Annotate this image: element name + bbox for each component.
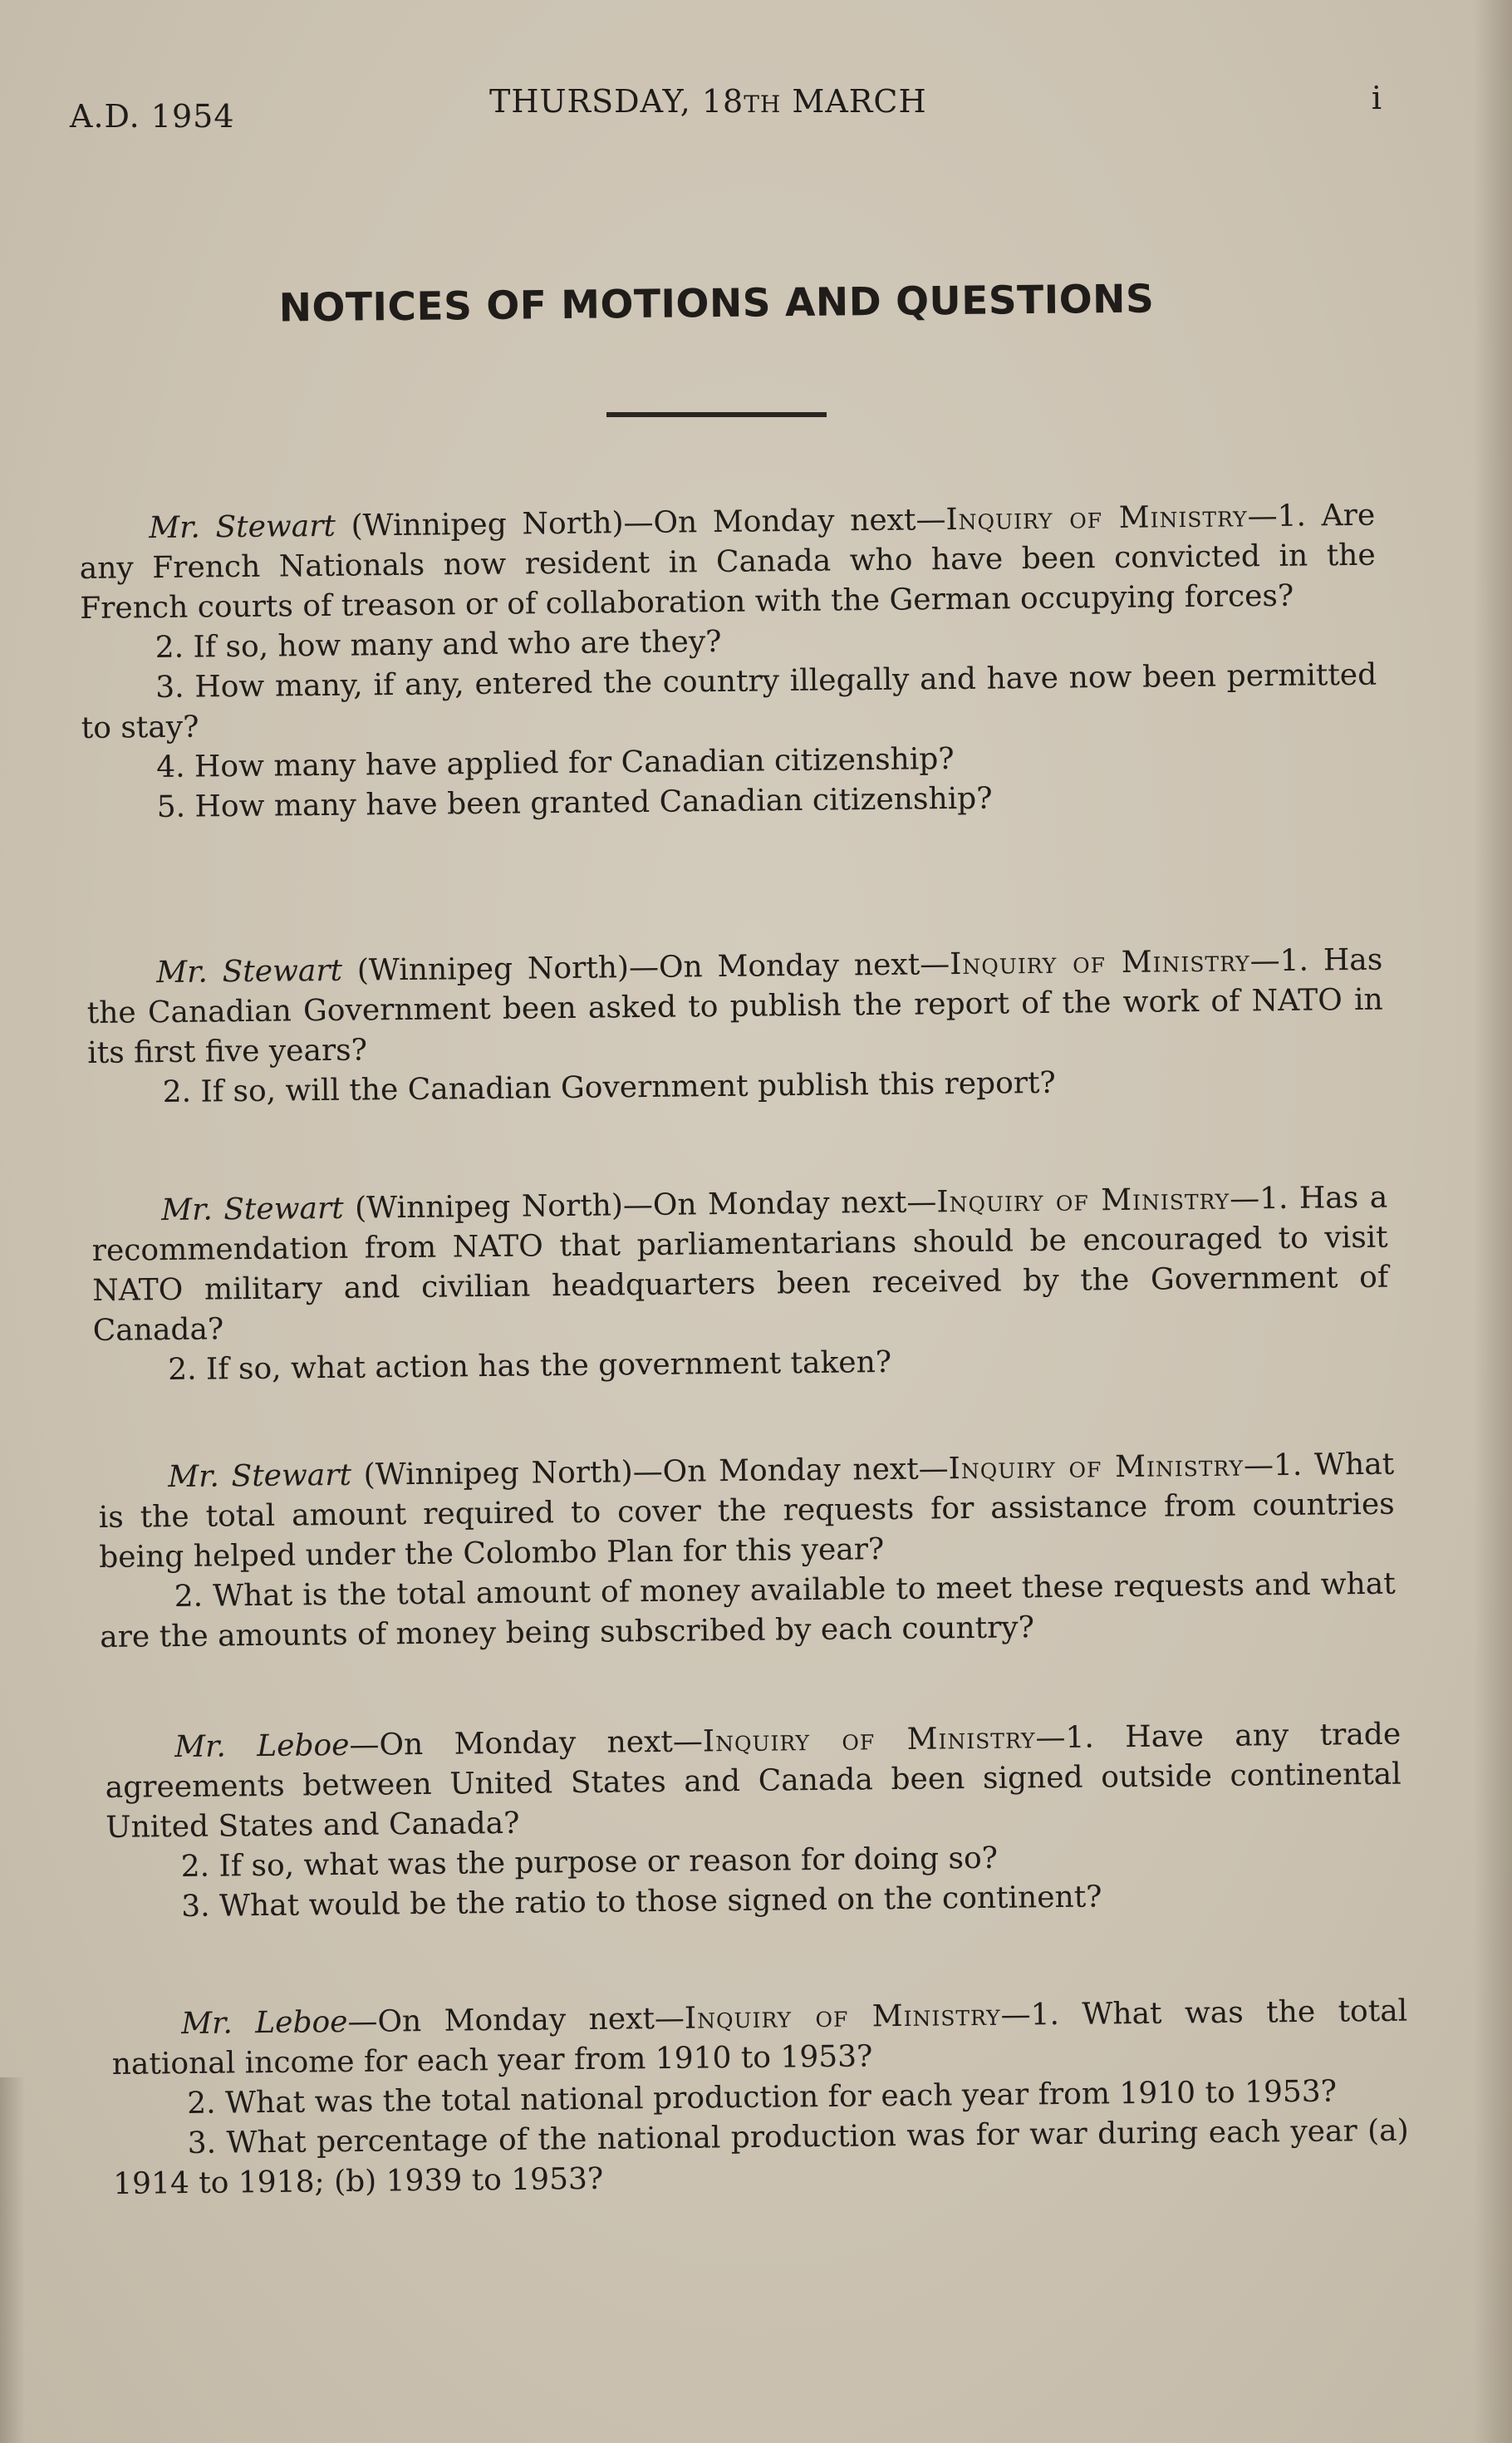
notice-item <box>86 941 1384 1113</box>
inquiry-label: Inquiry of Ministry <box>702 1721 1036 1759</box>
sub-question: 2. If so, how many and who are they? <box>155 624 722 666</box>
notice-text: —1. What was the total national income for each year from 1910 to 1953? <box>111 1993 1408 2082</box>
inquiry-label: Inquiry of Ministry <box>948 1448 1244 1487</box>
sub-question: 2. If so, what was the purpose or reason for doing so? <box>180 1841 999 1885</box>
sub-question: 2. If so, what action has the government taken? <box>168 1344 892 1388</box>
notice-intro: (Winnipeg North)—On Monday next— <box>341 947 950 988</box>
sub-question: 3. What percentage of the national production was for war during each year (a) 1914 to 1918; (b) 1939 to 1953? <box>113 2113 1409 2201</box>
notice-text: —1. Has a recommendation from NATO that parliamentarians should be encouraged to visit NATO military and civilian headquarters been received by the Government of Canada? <box>91 1180 1389 1348</box>
inquiry-label: Inquiry of Ministry <box>949 944 1250 982</box>
notice-text: —1. Are any French Nationals now resident in Canada who have been convicted in the French courts of treason or of collaboration with the German occupying forces? <box>79 498 1376 626</box>
sub-question: 2. If so, will the Canadian Government publish this report? <box>162 1065 1056 1110</box>
sub-question: 3. How many, if any, entered the country illegally and have now been permitted to stay? <box>81 657 1377 745</box>
header-date-suffix: TH <box>744 91 782 118</box>
notice-intro: (Winnipeg North)—On Monday next— <box>343 1185 937 1226</box>
notice-item <box>105 1715 1402 1928</box>
sub-question: 4. How many have applied for Canadian citizenship? <box>156 741 955 785</box>
notice-question <box>86 941 1383 1074</box>
page-corner-shadow <box>0 2077 25 2443</box>
page-header <box>70 80 1382 135</box>
page-title: NOTICES OF MOTIONS AND QUESTIONS <box>278 276 1155 332</box>
notice-question <box>79 496 1376 629</box>
title-divider <box>606 412 827 417</box>
member-name: Mr. Stewart <box>156 953 343 990</box>
member-name: Mr. Stewart <box>161 1191 344 1228</box>
notice-intro: (Winnipeg North)—On Monday next— <box>351 1452 949 1492</box>
notice-intro: (Winnipeg North)—On Monday next— <box>335 503 946 543</box>
header-year: A.D. 1954 <box>70 98 235 135</box>
notice-question <box>98 1445 1395 1578</box>
inquiry-label: Inquiry of Ministry <box>684 1998 1001 2036</box>
notice-item <box>98 1445 1396 1658</box>
notice-item <box>79 496 1378 828</box>
page-number: i <box>1371 80 1382 116</box>
header-date-month: MARCH <box>781 83 927 120</box>
sub-question: 3. What would be the ratio to those signed on the continent? <box>181 1880 1102 1924</box>
notice-text: —1. Have any trade agreements between United States and Canada been signed outside continental United States and Canada? <box>105 1717 1402 1845</box>
notice-question <box>91 1178 1389 1351</box>
page-edge-shadow <box>1474 0 1512 2443</box>
sub-question: 2. What is the total amount of money available to meet these requests and what are the amounts of money being subscribed by each country? <box>100 1566 1396 1654</box>
notice-item <box>91 1178 1389 1391</box>
notice-intro: —On Monday next— <box>347 2001 685 2040</box>
sub-question: 2. What was the total national production for each year from 1910 to 1953? <box>187 2074 1338 2121</box>
member-name: Mr. Stewart <box>149 509 336 546</box>
member-name: Mr. Stewart <box>168 1457 352 1495</box>
notice-question <box>111 1992 1408 2085</box>
notice-text: —1. Has the Canadian Government been asked to publish the report of the work of NATO in its first five years? <box>86 942 1383 1070</box>
member-name: Mr. Leboe <box>174 1728 350 1765</box>
notice-text: —1. What is the total amount required to cover the requests for assistance from countries being helped under the Colombo Plan for this year? <box>98 1447 1395 1575</box>
notice-intro: —On Monday next— <box>349 1724 704 1762</box>
inquiry-label: Inquiry of Ministry <box>936 1182 1230 1220</box>
header-date-main: THURSDAY, 18 <box>489 83 744 120</box>
inquiry-label: Inquiry of Ministry <box>945 499 1248 538</box>
header-date <box>489 83 927 120</box>
sub-question: 5. How many have been granted Canadian citizenship? <box>156 781 993 825</box>
notice-question <box>105 1715 1402 1848</box>
notice-item <box>111 1992 1409 2205</box>
member-name: Mr. Leboe <box>181 2005 348 2042</box>
